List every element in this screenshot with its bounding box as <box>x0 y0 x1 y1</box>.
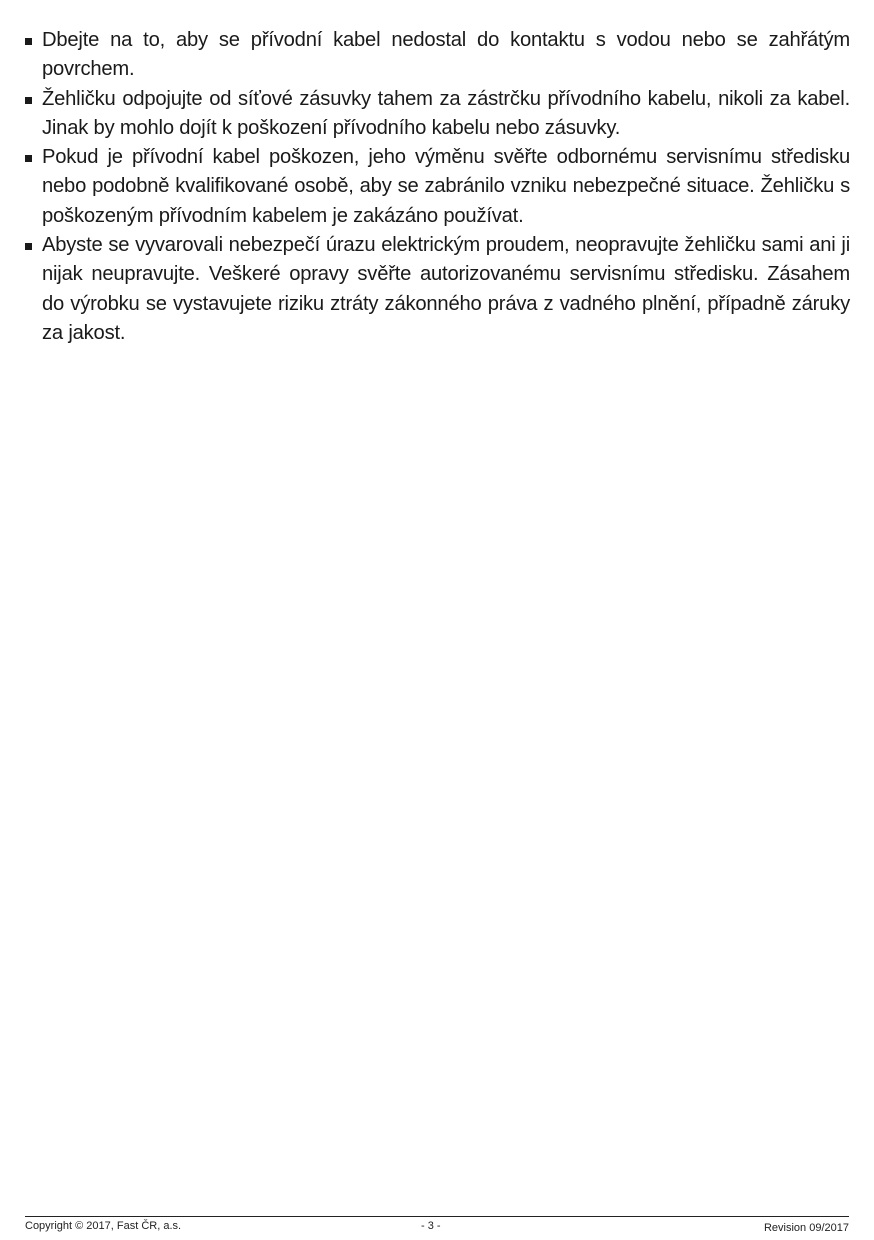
safety-instructions-list <box>22 26 850 348</box>
page-content <box>22 26 850 348</box>
list-item-text: Pokud je přívodní kabel poškozen, jeho výměnu svěřte odbornému servisnímu středisku nebo podobně kvalifikované osobě, aby se zabránilo vzniku nebezpečné situace. Žehličku s poškozeným přívodním kabelem je zakázáno používat. <box>42 146 850 227</box>
list-item <box>22 26 850 85</box>
page-number: - 3 - <box>421 1220 441 1232</box>
list-item <box>22 85 850 144</box>
revision-text: Revision 09/2017 <box>763 1222 849 1234</box>
square-bullet-icon <box>25 155 32 162</box>
list-item <box>22 231 850 348</box>
list-item <box>22 143 850 231</box>
square-bullet-icon <box>25 243 32 250</box>
list-item-text: Dbejte na to, aby se přívodní kabel nedostal do kontaktu s vodou nebo se zahřátým povrchem. <box>42 29 850 81</box>
square-bullet-icon <box>25 97 32 104</box>
list-item-text: Žehličku odpojujte od síťové zásuvky tahem za zástrčku přívodního kabelu, nikoli za kabel. Jinak by mohlo dojít k poškození přívodního kabelu nebo zásuvky. <box>42 87 850 139</box>
list-item-text: Abyste se vyvarovali nebezpečí úrazu elektrickým proudem, neopravujte žehličku sami ani ji nijak neupravujte. Veškeré opravy svěřte autorizovanému servisnímu středisku. Zásahem do výrobku se vystavujete riziku ztráty zákonného práva z vadného plnění, případně záruky za jakost. <box>42 234 850 344</box>
square-bullet-icon <box>25 38 32 45</box>
copyright-text: Copyright © 2017, Fast ČR, a.s. <box>25 1220 182 1232</box>
page-footer <box>25 1216 849 1234</box>
